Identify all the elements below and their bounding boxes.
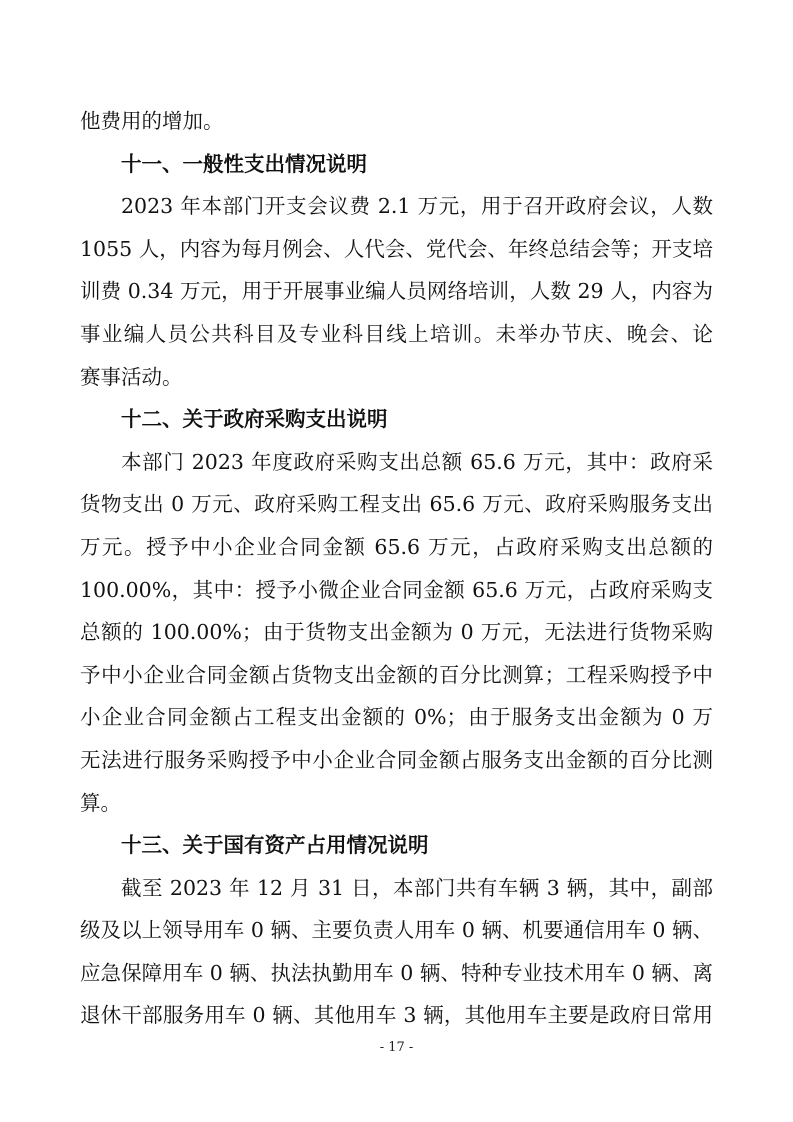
text-line: 无法进行服务采购授予中小企业合同金额占服务支出金额的百分比测 [80, 747, 713, 772]
text-line: 事业编人员公共科目及专业科目线上培训。未举办节庆、晚会、论 [80, 321, 713, 346]
text-line: 训费 0.34 万元，用于开展事业编人员网络培训，人数 29 人，内容为 [80, 279, 713, 304]
page-number: - 17 - [379, 1040, 414, 1055]
section-11-paragraph [80, 185, 713, 398]
text-line: 总额的 100.00%；由于货物支出金额为 0 万元，无法进行货物采购 [80, 620, 713, 645]
text-line: 货物支出 0 万元、政府采购工程支出 65.6 万元、政府采购服务支出 [80, 492, 713, 517]
text-line: 100.00%，其中：授予小微企业合同金额 65.6 万元，占政府采购支 [80, 577, 713, 602]
text-line: 算。 [80, 790, 121, 815]
text-line: 予中小企业合同金额占货物支出金额的百分比测算；工程采购授予中 [80, 662, 713, 687]
continuation-paragraph [80, 100, 713, 143]
text-line: 万元。授予中小企业合同金额 65.6 万元，占政府采购支出总额的 [80, 534, 713, 559]
text-line: 退休干部服务用车 0 辆、其他用车 3 辆，其他用车主要是政府日常用 [80, 1003, 713, 1028]
text-line: 小企业合同金额占工程支出金额的 0%；由于服务支出金额为 0 万 [80, 705, 713, 730]
text-line: 赛事活动。 [80, 364, 183, 389]
text-line: 级及以上领导用车 0 辆、主要负责人用车 0 辆、机要通信用车 0 辆、 [80, 918, 713, 943]
document-page [80, 100, 713, 1037]
section-heading-12: 十二、关于政府采购支出说明 [121, 407, 388, 432]
text-line: 他费用的增加。 [80, 109, 224, 133]
text-line: 截至 2023 年 12 月 31 日，本部门共有车辆 3 辆，其中，副部 [121, 875, 713, 900]
text-line: 应急保障用车 0 辆、执法执勤用车 0 辆、特种专业技术用车 0 辆、离 [80, 960, 713, 985]
section-heading-11: 十一、一般性支出情况说明 [121, 151, 367, 176]
section-13-paragraph [80, 867, 713, 1037]
text-line: 1055 人，内容为每月例会、人代会、党代会、年终总结会等；开支培 [80, 236, 713, 261]
section-12-paragraph [80, 441, 713, 824]
section-heading-13: 十三、关于国有资产占用情况说明 [121, 833, 429, 858]
text-line: 本部门 2023 年度政府采购支出总额 65.6 万元，其中：政府采 [121, 449, 713, 474]
text-line: 2023 年本部门开支会议费 2.1 万元，用于召开政府会议，人数 [121, 194, 713, 219]
